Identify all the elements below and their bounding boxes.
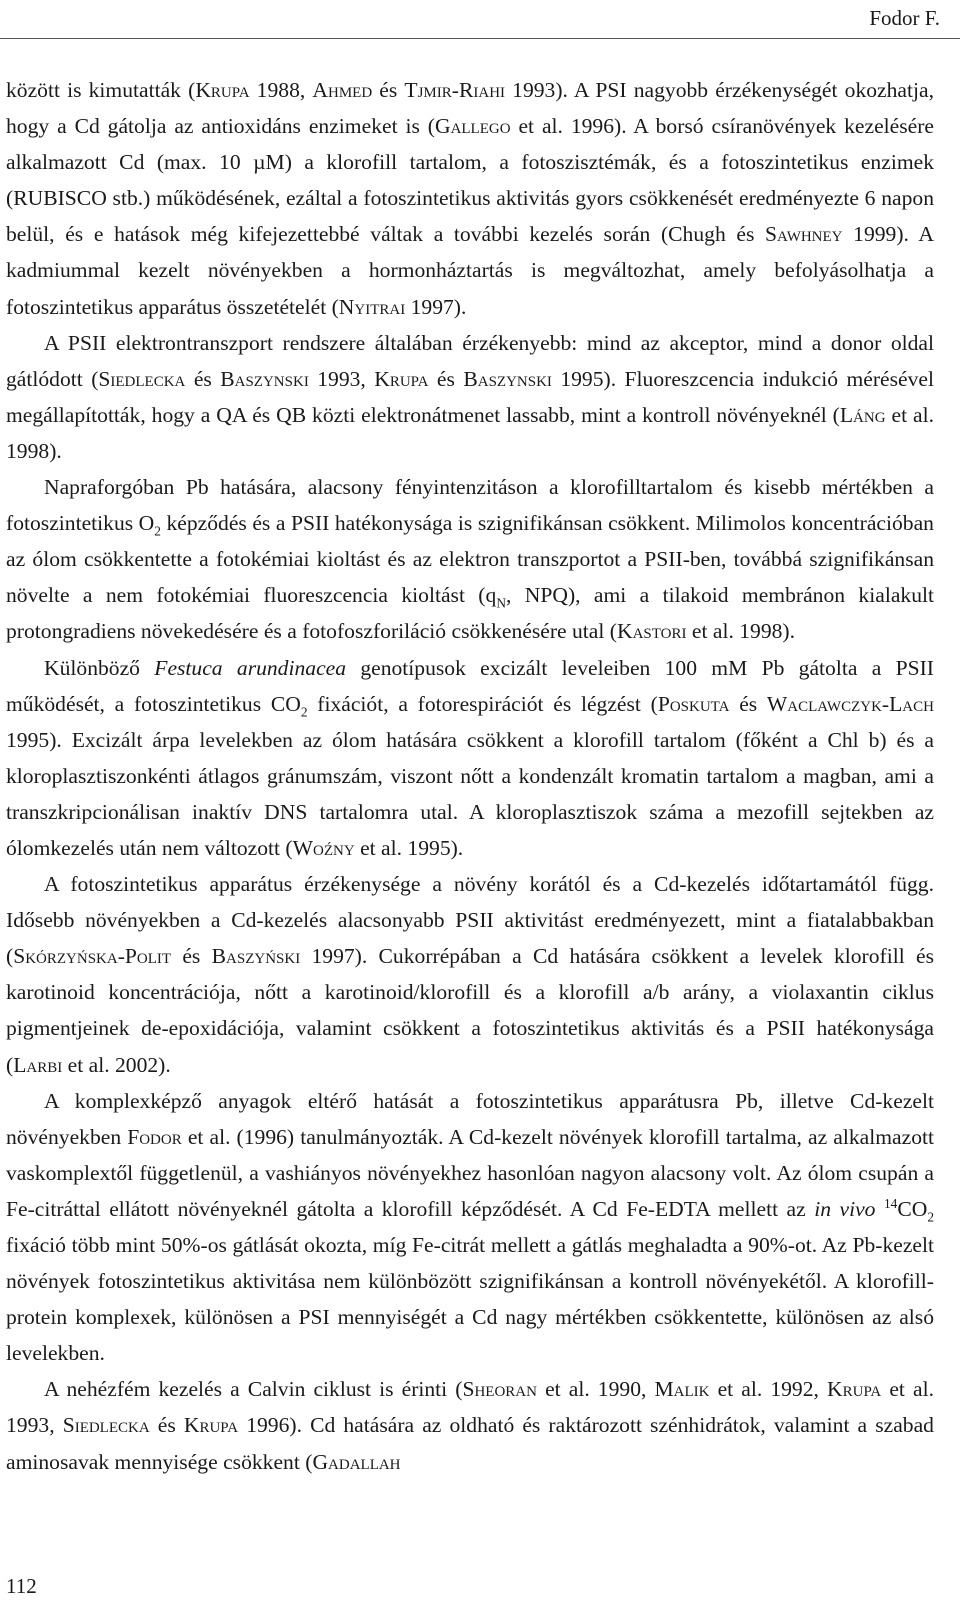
cited-author: Siedlecka [98,366,186,391]
cited-author: Poskuta [657,691,730,716]
paragraph: között is kimutatták (Krupa 1988, Ahmed és Tjmir-Riahi 1993). A PSI nagyobb érzékenységét okozhatja, hogy a Cd gátolja az antioxidáns enzimeket is (Gallego et al. 1996). A borsó csíranövények kezelésére alkalmazott Cd (max. 10 µM) a klorofill tartalom, a fotoszisztémák, és a fotoszintetikus enzimek (RUBISCO stb.) működésének, ezáltal a fotoszintetikus aktivitás gyors csökkenését eredményezte 6 napon belül, és e hatások még kifejezettebbé váltak a további kezelés során (Chugh és Sawhney 1999). A kadmiummal kezelt növényekben a hormonháztartás is megváltozhat, amely befolyásolhatja a fotoszintetikus apparátus összetételét (Nyitrai 1997). [6,78,934,319]
body-text [6,72,934,1480]
cited-author: Woźny [292,835,355,860]
cited-author: Láng [839,402,886,427]
cited-author: Gadallah [312,1449,401,1474]
cited-author: Krupa [195,78,250,102]
cited-author: Sawhney [765,222,843,247]
paragraph: A fotoszintetikus apparátus érzékenysége a növény korától és a Cd-kezelés időtartamától függ. Idősebb növényekben a Cd-kezelés alacsonyabb PSII aktivitást eredményezett, mint a fiatalabbakban (Skórzyńska-Polit és Baszyński 1997). Cukorrépában a Cd hatására csökkent a levelek klorofill és karotinoid koncentrációja, nőtt a karotinoid/klorofill és a klorofill a/b arány, a violaxantin ciklus pigmentjeinek de-epoxidációja, valamint csökkent a fotoszintetikus aktivitás és a PSII hatékonysága (Larbi et al. 2002). [6,872,934,1077]
cited-author: Skórzyńska-Polit [13,944,172,969]
cited-author: Larbi [13,1052,63,1077]
superscript: 14 [883,1195,898,1211]
running-head-author: Fodor F. [869,6,940,30]
paragraph: A komplexképző anyagok eltérő hatását a fotoszintetikus apparátusra Pb, illetve Cd-kezelt növényekben Fodor et al. (1996) tanulmányozták. A Cd-kezelt növények klorofill tartalma, az alkalmazott vaskomplextől függetlenül, a vashiányos növényekhez hasonlóan nagyon alacsony volt. Az ólom csupán a Fe-citráttal ellátott növényeknél gátolta a klorofill képződését. A Cd Fe-EDTA mellett az in vivo $^{14}CO_2$ fixáció több mint 50%-os gátlását okozta, míg Fe-citrát mellett a gátlás meghaladta a 90%-ot. Az Pb-kezelt növények fotoszintetikus aktivitása nem különbözött szignifikánsan a kontroll növényekétől. A klorofill-protein komplexek, különösen a PSI mennyiségét a Cd nagy mértékben csökkentette, különösen az alsó levelekben. [6,1088,934,1366]
cited-author: Kastori [616,619,687,644]
cited-author: Malik [654,1377,710,1402]
cited-author: Nyitrai [338,294,406,319]
subscript: 2 [927,1209,934,1225]
subscript: 2 [300,703,308,719]
paragraph: A nehézfém kezelés a Calvin ciklust is érinti (Sheoran et al. 1990, Malik et al. 1992, Krupa et al. 1993, Siedlecka és Krupa 1996). Cd hatására az oldható és raktározott szénhidrátok, valamint a szabad aminosavak mennyisége csökkent (Gadallah [6,1377,934,1474]
subscript: 2 [154,523,161,539]
subscript: N [496,595,506,611]
cited-author: Fodor [127,1124,182,1149]
cited-author: Baszyński [211,944,301,969]
cited-author: Sheoran [462,1377,537,1402]
italic-term: Festuca arundinacea [154,655,347,680]
cited-author: Baszynski [463,366,552,391]
cited-author: Krupa [827,1377,882,1402]
cited-author: Baszynski [220,366,309,391]
italic-term: in vivo [814,1196,876,1221]
paragraph: Különböző Festuca arundinacea genotípusok excizált leveleiben 100 mM Pb gátolta a PSII működését, a fotoszintetikus $CO_2$ fixációt, a fotorespirációt és légzést (Poskuta és Waclawczyk-Lach 1995). Excizált árpa levelekben az ólom hatására csökkent a klorofill tartalom (főként a Chl b) és a kloroplasztiszonkénti átlagos gránumszám, viszont nőtt a kondenzált kromatin tartalom a magban, ami a transzkripcionálisan inaktív DNS tartalomra utal. A kloroplasztiszok száma a mezofill sejtekben az ólomkezelés után nem változott (Woźny et al. 1995). [6,655,934,860]
page-number: 112 [6,1574,37,1598]
paragraph: Napraforgóban Pb hatására, alacsony fényintenzitáson a klorofilltartalom és kisebb mértékben a fotoszintetikus $O_2$ képződés és a PSII hatékonysága is szignifikánsan csökkent. Milimolos koncentrációban az ólom csökkentette a fotokémiai kioltást és az elektron transzportot a PSII-ben, továbbá szignifikánsan növelte a nem fotokémiai fluoreszcencia kioltást ($q_N$, NPQ), ami a tilakoid membránon kialakult protongradiens növekedésére és a fotofoszforiláció csökkenésére utal (Kastori et al. 1998). [6,475,934,644]
cited-author: Waclawczyk-Lach [766,691,934,716]
cited-author: Krupa [183,1413,239,1438]
cited-author: Krupa [374,366,429,391]
paragraph: A PSII elektrontranszport rendszere általában érzékenyebb: mind az akceptor, mind a donor oldal gátlódott (Siedlecka és Baszynski 1993, Krupa és Baszynski 1995). Fluoreszcencia indukció mérésével megállapították, hogy a QA és QB közti elektronátmenet lassabb, mint a kontroll növényeknél (Láng et al. 1998). [6,330,934,463]
cited-author: Gallego [434,114,511,139]
cited-author: Siedlecka [62,1413,150,1438]
page-header [0,0,960,39]
cited-author: Ahmed [312,78,373,102]
cited-author: Tjmir-Riahi [404,78,506,102]
